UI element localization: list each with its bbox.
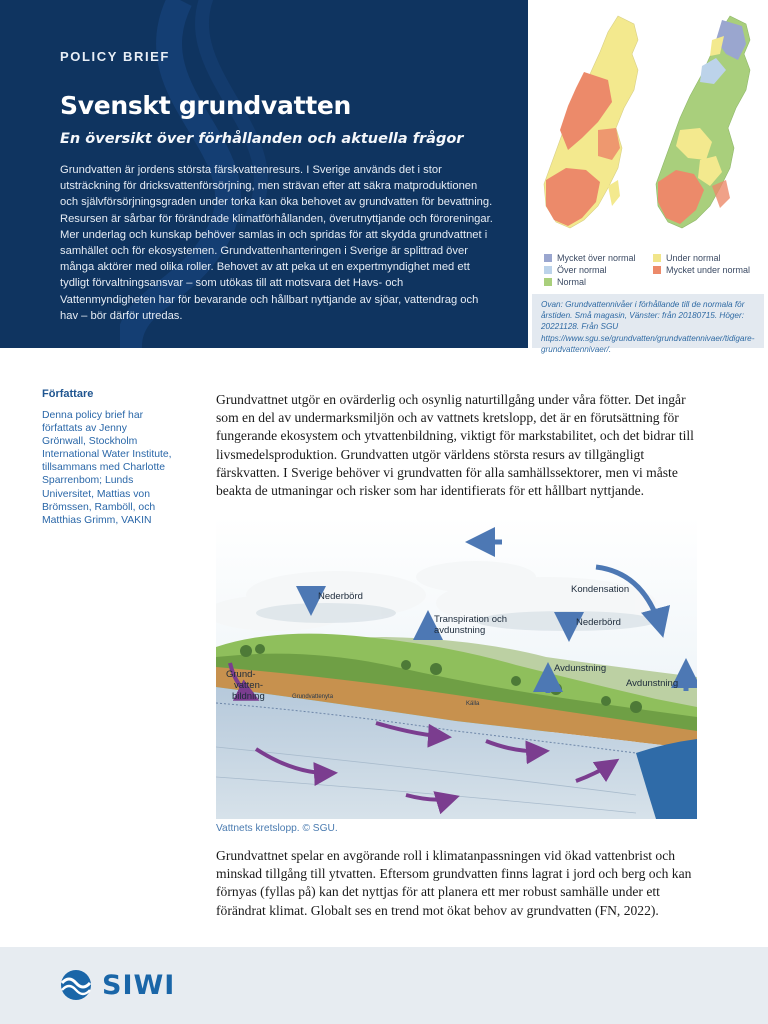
- legend-swatch: [544, 254, 552, 262]
- label-nederbord-right: Nederbörd: [576, 617, 621, 628]
- legend-label: Normal: [557, 277, 587, 287]
- legend-swatch: [544, 278, 552, 286]
- legend-label: Mycket under normal: [666, 265, 751, 275]
- authors-heading: Författare: [42, 388, 94, 400]
- label-grundvattenbildning-line1: Grund-: [226, 669, 256, 680]
- label-grundvattenbildning-line3: bildning: [232, 691, 265, 702]
- label-nederbord-left: Nederbörd: [318, 591, 363, 602]
- label-avdunstning-mid: Avdunstning: [554, 663, 607, 674]
- legend-item-below: [653, 253, 721, 263]
- legend-label: Mycket över normal: [557, 253, 636, 263]
- label-kalla: Källa: [466, 701, 480, 707]
- sweden-map-2018: [544, 16, 638, 228]
- siwi-wave-icon: [58, 969, 94, 1001]
- map-caption-box: [532, 294, 764, 354]
- legend-item-normal: [544, 277, 586, 287]
- legend-label: Under normal: [666, 253, 721, 263]
- body-paragraph-2: Grundvattnet spelar en avgörande roll i klimatanpassningen vid ökad vattenbrist och minskad tillgång till ytvatten. Eftersom grundvatten finns lagrat i jord och berg och kan förnyas (fyllas på) kan det nyttjas för att planera ett mer robust samhälle under ett förändrat klimat. Globalt ses en trend mot ökat behov av grundvatten (FN, 2022).: [216, 848, 692, 918]
- label-avdunstning-right: Avdunstning: [626, 678, 679, 689]
- label-grundvattenyta: Grundvattenyta: [292, 694, 334, 700]
- page-title: Svenskt grundvatten: [60, 91, 352, 120]
- legend-item-very-below: [653, 265, 750, 275]
- figure-caption: Vattnets kretslopp. © SGU.: [216, 823, 338, 834]
- intro-paragraph: Grundvatten är jordens största färskvattenresurs. I Sverige används det i stor utsträckning för dricksvattenförsörjning, men strävan efter att säkra matproduktionen och självförsörjningsgraden under torka kan öka behovet av grundvatten för bevattning. Resursen är sårbar för förändrade klimatförhållanden, överutnyttjande och föroreningar. Mer underlag och kunskap behöver samlas in och spridas för att skydda grundvattnet i samhället och för ekosystemen. Grundvattenhanteringen i Sverige är splittrad över många aktörer med olika roller. Behovet av att peka ut en expertmyndighet med ett tydligt förvaltningsansvar – som utökas till att motsvara det Havs- och Vattenmyndigheten har för bevarande och hållbart nyttjande av sjöar, vattendrag och hav – bör därför utredas.: [60, 164, 493, 322]
- legend-swatch: [544, 266, 552, 274]
- label-transpiration-line1: Transpiration och: [434, 614, 508, 625]
- authors-text: Denna policy brief har författats av Jenny Grönwall, Stockholm International Water Institute, tillsammans med Charlotte Sparrenbom; Lunds Universitet, Mattias von Brömssen, Ramböll, och Matthias Grimm, VAKIN: [42, 410, 172, 526]
- sweden-map-2022: [656, 16, 750, 228]
- header-band: [0, 0, 768, 354]
- legend-swatch: [653, 254, 661, 262]
- label-transpiration-line2: avdunstning: [434, 625, 486, 636]
- legend-label: Över normal: [557, 265, 607, 275]
- map-caption: Ovan: Grundvattennivåer i förhållande till de normala för årstiden. Små magasin, Vänster: från 20180715. Höger: 20221128. Från SGU https://www.sgu.se/grundvatten/grundvattennivaer/tidigare-grundvattennivaer/.: [541, 300, 755, 354]
- legend-item-above: [544, 265, 607, 275]
- siwi-wordmark: SIWI: [102, 969, 176, 1001]
- footer: [0, 947, 768, 1024]
- groundwater-map-panel: [528, 0, 768, 354]
- body-paragraph-1: Grundvattnet utgör en ovärderlig och osynlig naturtillgång under våra fötter. Det ingår som en del av undermarksmiljön och av vattnets kretslopp, det är en förutsättning för fungerande ekosystem och ytvattenbildning, viktigt för markstabilitet, och det bidrar till livsmedelsproduktion. Grundvatten utgör världens största resurs av tillgängligt färskvatten. I Sverige behöver vi grundvatten för alla samhällssektorer, men vi måste beakta de utmaningar och risker som har identifierats för ett hållbart nyttjande.: [216, 392, 694, 499]
- groundwater-level-maps: [538, 10, 760, 250]
- siwi-logo: [58, 969, 175, 1001]
- label-kondensation: Kondensation: [571, 584, 630, 595]
- page-subtitle: En översikt över förhållanden och aktuella frågor: [60, 131, 464, 147]
- legend-item-very-above: [544, 253, 636, 263]
- header-panel: [0, 0, 528, 348]
- water-cycle-illustration: [216, 517, 697, 819]
- document-type-label: POLICY BRIEF: [60, 49, 170, 64]
- label-grundvattenbildning-line2: vatten-: [234, 680, 264, 691]
- legend-swatch: [653, 266, 661, 274]
